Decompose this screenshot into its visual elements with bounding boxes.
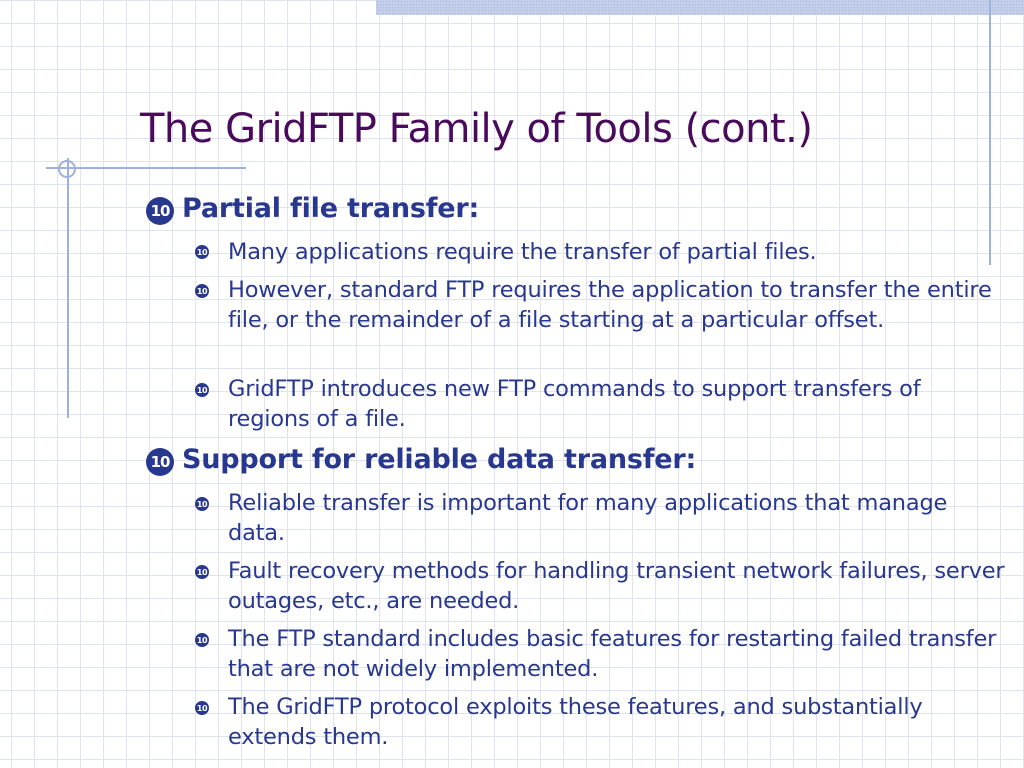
list-item: GridFTP introduces new FTP commands to support transfers of regions of a file. — [228, 376, 921, 432]
list-item: The FTP standard includes basic features for restarting failed transfer that are not widely implemented. — [228, 626, 997, 682]
item-bullet-icon: 10 — [195, 245, 209, 259]
list-item: The GridFTP protocol exploits these features, and substantially extends them. — [228, 694, 923, 750]
item-bullet-icon: 10 — [195, 633, 209, 647]
list-item: However, standard FTP requires the application to transfer the entire file, or the remainder of a file starting at a particular offset. — [228, 277, 992, 333]
item-bullet-icon: 10 — [195, 383, 209, 397]
item-bullet-icon: 10 — [195, 565, 209, 579]
item-bullet-icon: 10 — [195, 497, 209, 511]
list-item: Reliable transfer is important for many applications that manage data. — [228, 490, 948, 546]
item-bullet-icon: 10 — [195, 284, 209, 298]
section-heading-reliable-transfer: Support for reliable data transfer: — [182, 444, 697, 475]
list-item: Fault recovery methods for handling transient network failures, server outages, etc., are needed. — [228, 558, 1005, 614]
section-bullet-icon: 10 — [146, 448, 174, 476]
slide-title: The GridFTP Family of Tools (cont.) — [140, 106, 813, 152]
section-bullet-icon: 10 — [146, 197, 174, 225]
section-heading-partial-transfer: Partial file transfer: — [182, 193, 480, 224]
list-item: Many applications require the transfer of partial files. — [228, 239, 817, 265]
item-bullet-icon: 10 — [195, 701, 209, 715]
